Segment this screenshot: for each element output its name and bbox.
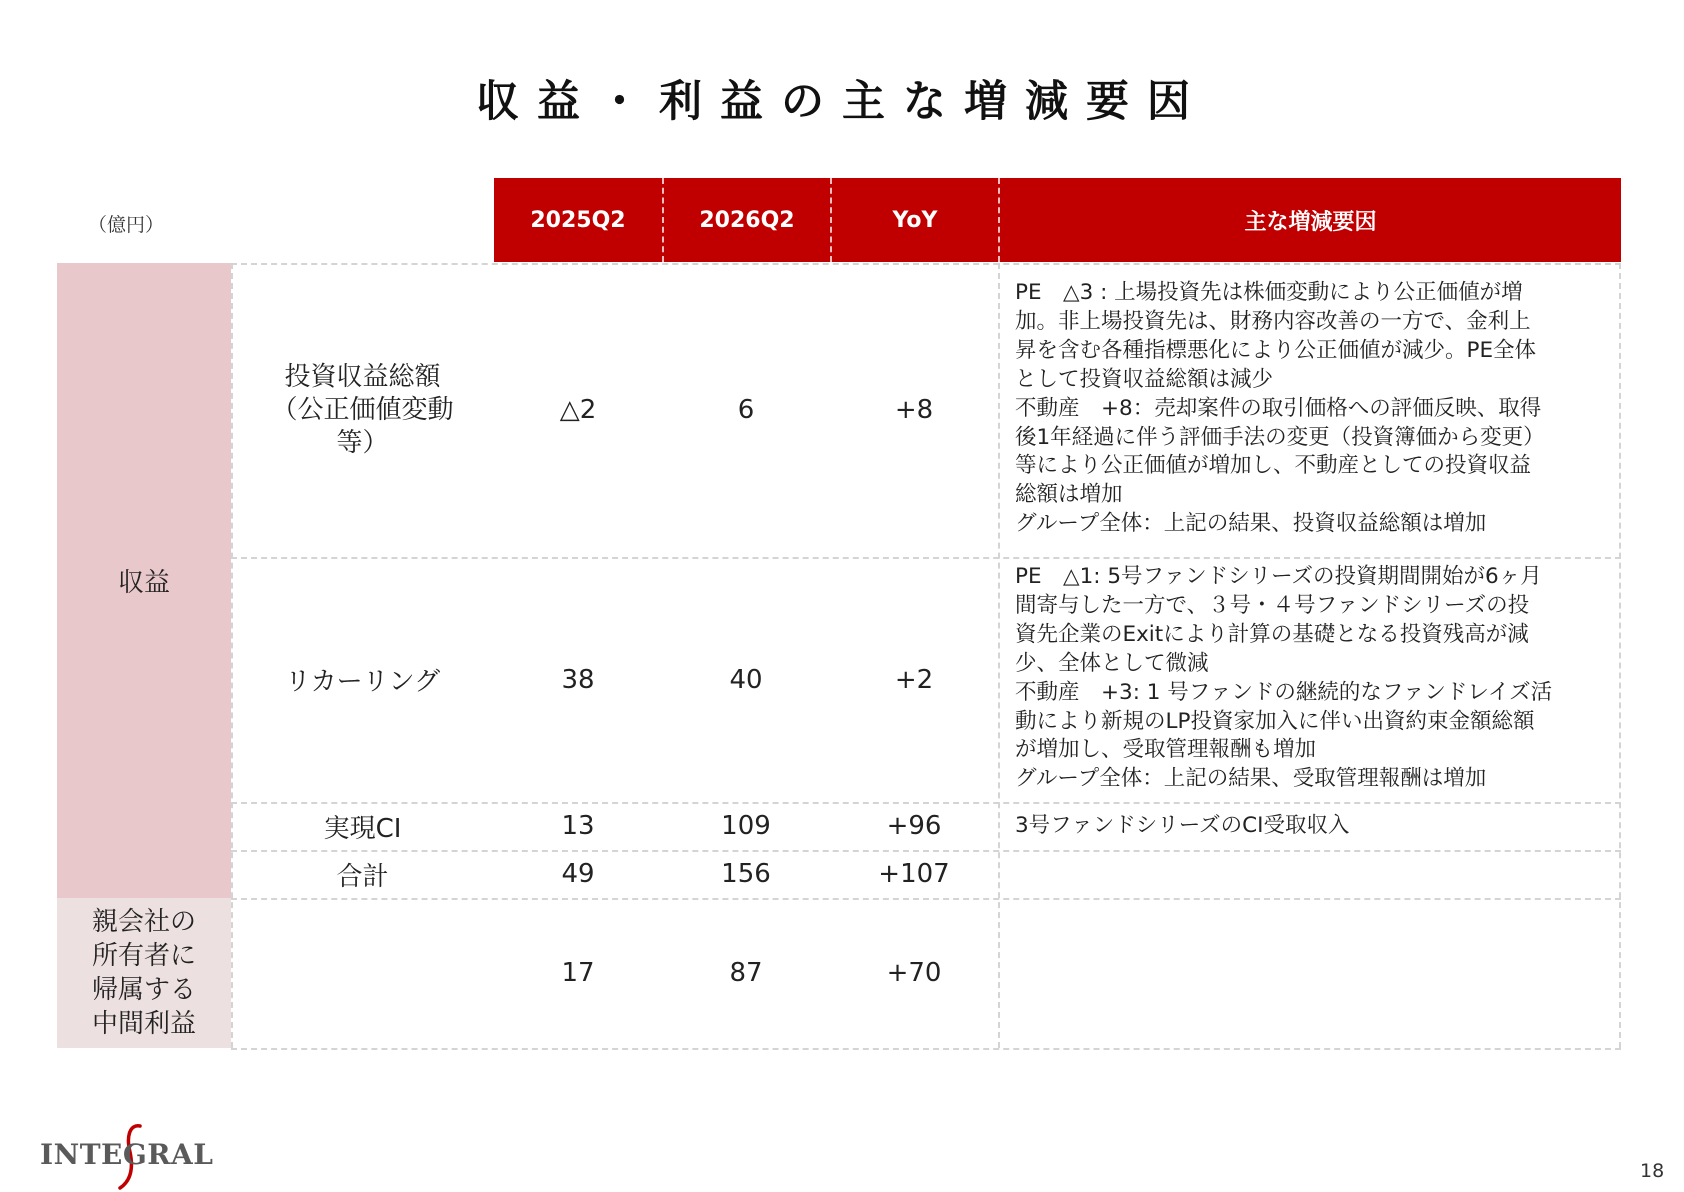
category-profit-label: 親会社の 所有者に 帰属する 中間利益	[91, 907, 196, 1039]
header-2025q2: 2025Q2	[494, 178, 662, 262]
value-2025q2: 17	[561, 958, 595, 988]
factor-note: PE △1: 5号ファンドシリーズの投資期間開始が6ヶ月 間寄与した一方で、３号・４号ファンドシリーズの投 資先企業のExitにより計算の基礎となる投資残高が減 少、全体として微減 不動産 +3: 1 号ファンドの継続的なファンドレイズ活 動により新規のLP投資家加入に伴い出資約束金額総額 が増加し、受取管理報酬も増加 グループ全体：上記の結果、受取管理報酬は増加	[1015, 564, 1553, 792]
page-title: 収益・利益の主な増減要因	[476, 77, 1208, 127]
row-divider	[231, 898, 1621, 900]
value-2025q2: △2	[559, 395, 597, 425]
unit-label: （億円）	[88, 214, 165, 236]
row-label: 投資収益総額 （公正価値変動 等）	[271, 361, 454, 458]
factor-note: PE △3 : 上場投資先は株価変動により公正価値が増 加。非上場投資先は、財務内容改善の一方で、金利上 昇を含む各種指標悪化により公正価値が減少。PE全体 として投資収益総額は減少 不動産 +8：売却案件の取引価格への評価反映、取得 後1年経過に伴う評価手法の変更（投資簿価から変更） 等により公正価値が増加し、不動産としての投資収益 総額は増加 グループ全体：上記の結果、投資収益総額は増加	[1015, 280, 1545, 537]
value-2025q2: 13	[561, 811, 595, 841]
category-revenue-label: 収益	[117, 568, 170, 598]
row-label: 合計	[336, 861, 389, 892]
col-divider	[231, 263, 233, 1048]
value-2026q2: 87	[729, 958, 763, 988]
value-yoy: +70	[886, 958, 942, 988]
value-yoy: +107	[878, 859, 950, 889]
value-2026q2: 6	[737, 395, 755, 425]
category-revenue	[57, 263, 231, 898]
value-yoy: +2	[894, 664, 934, 695]
col-divider	[1619, 263, 1621, 1048]
row-divider	[231, 263, 1621, 265]
row-divider	[231, 850, 1621, 852]
value-2026q2: 40	[729, 664, 763, 695]
header-main-factors: 主な増減要因	[998, 178, 1621, 262]
row-label: リカーリング	[284, 667, 441, 697]
header-yoy: YoY	[830, 178, 998, 262]
factor-note: 3号ファンドシリーズのCI受取収入	[1015, 813, 1350, 838]
value-2025q2: 38	[561, 664, 595, 695]
value-2026q2: 109	[721, 811, 771, 841]
row-label: 実現CI	[323, 813, 402, 844]
value-2026q2: 156	[721, 859, 771, 889]
integral-logo: INTEGRAL	[40, 1138, 214, 1171]
value-2025q2: 49	[561, 859, 595, 889]
row-divider	[231, 802, 1621, 804]
header-2026q2: 2026Q2	[662, 178, 830, 262]
col-divider	[998, 263, 1000, 1048]
category-profit	[57, 898, 231, 1048]
value-yoy: +8	[894, 395, 934, 425]
row-divider	[231, 557, 1621, 559]
row-divider	[231, 1048, 1621, 1050]
table-row	[231, 263, 494, 557]
page-number: 18	[1640, 1160, 1665, 1182]
value-yoy: +96	[886, 811, 942, 841]
